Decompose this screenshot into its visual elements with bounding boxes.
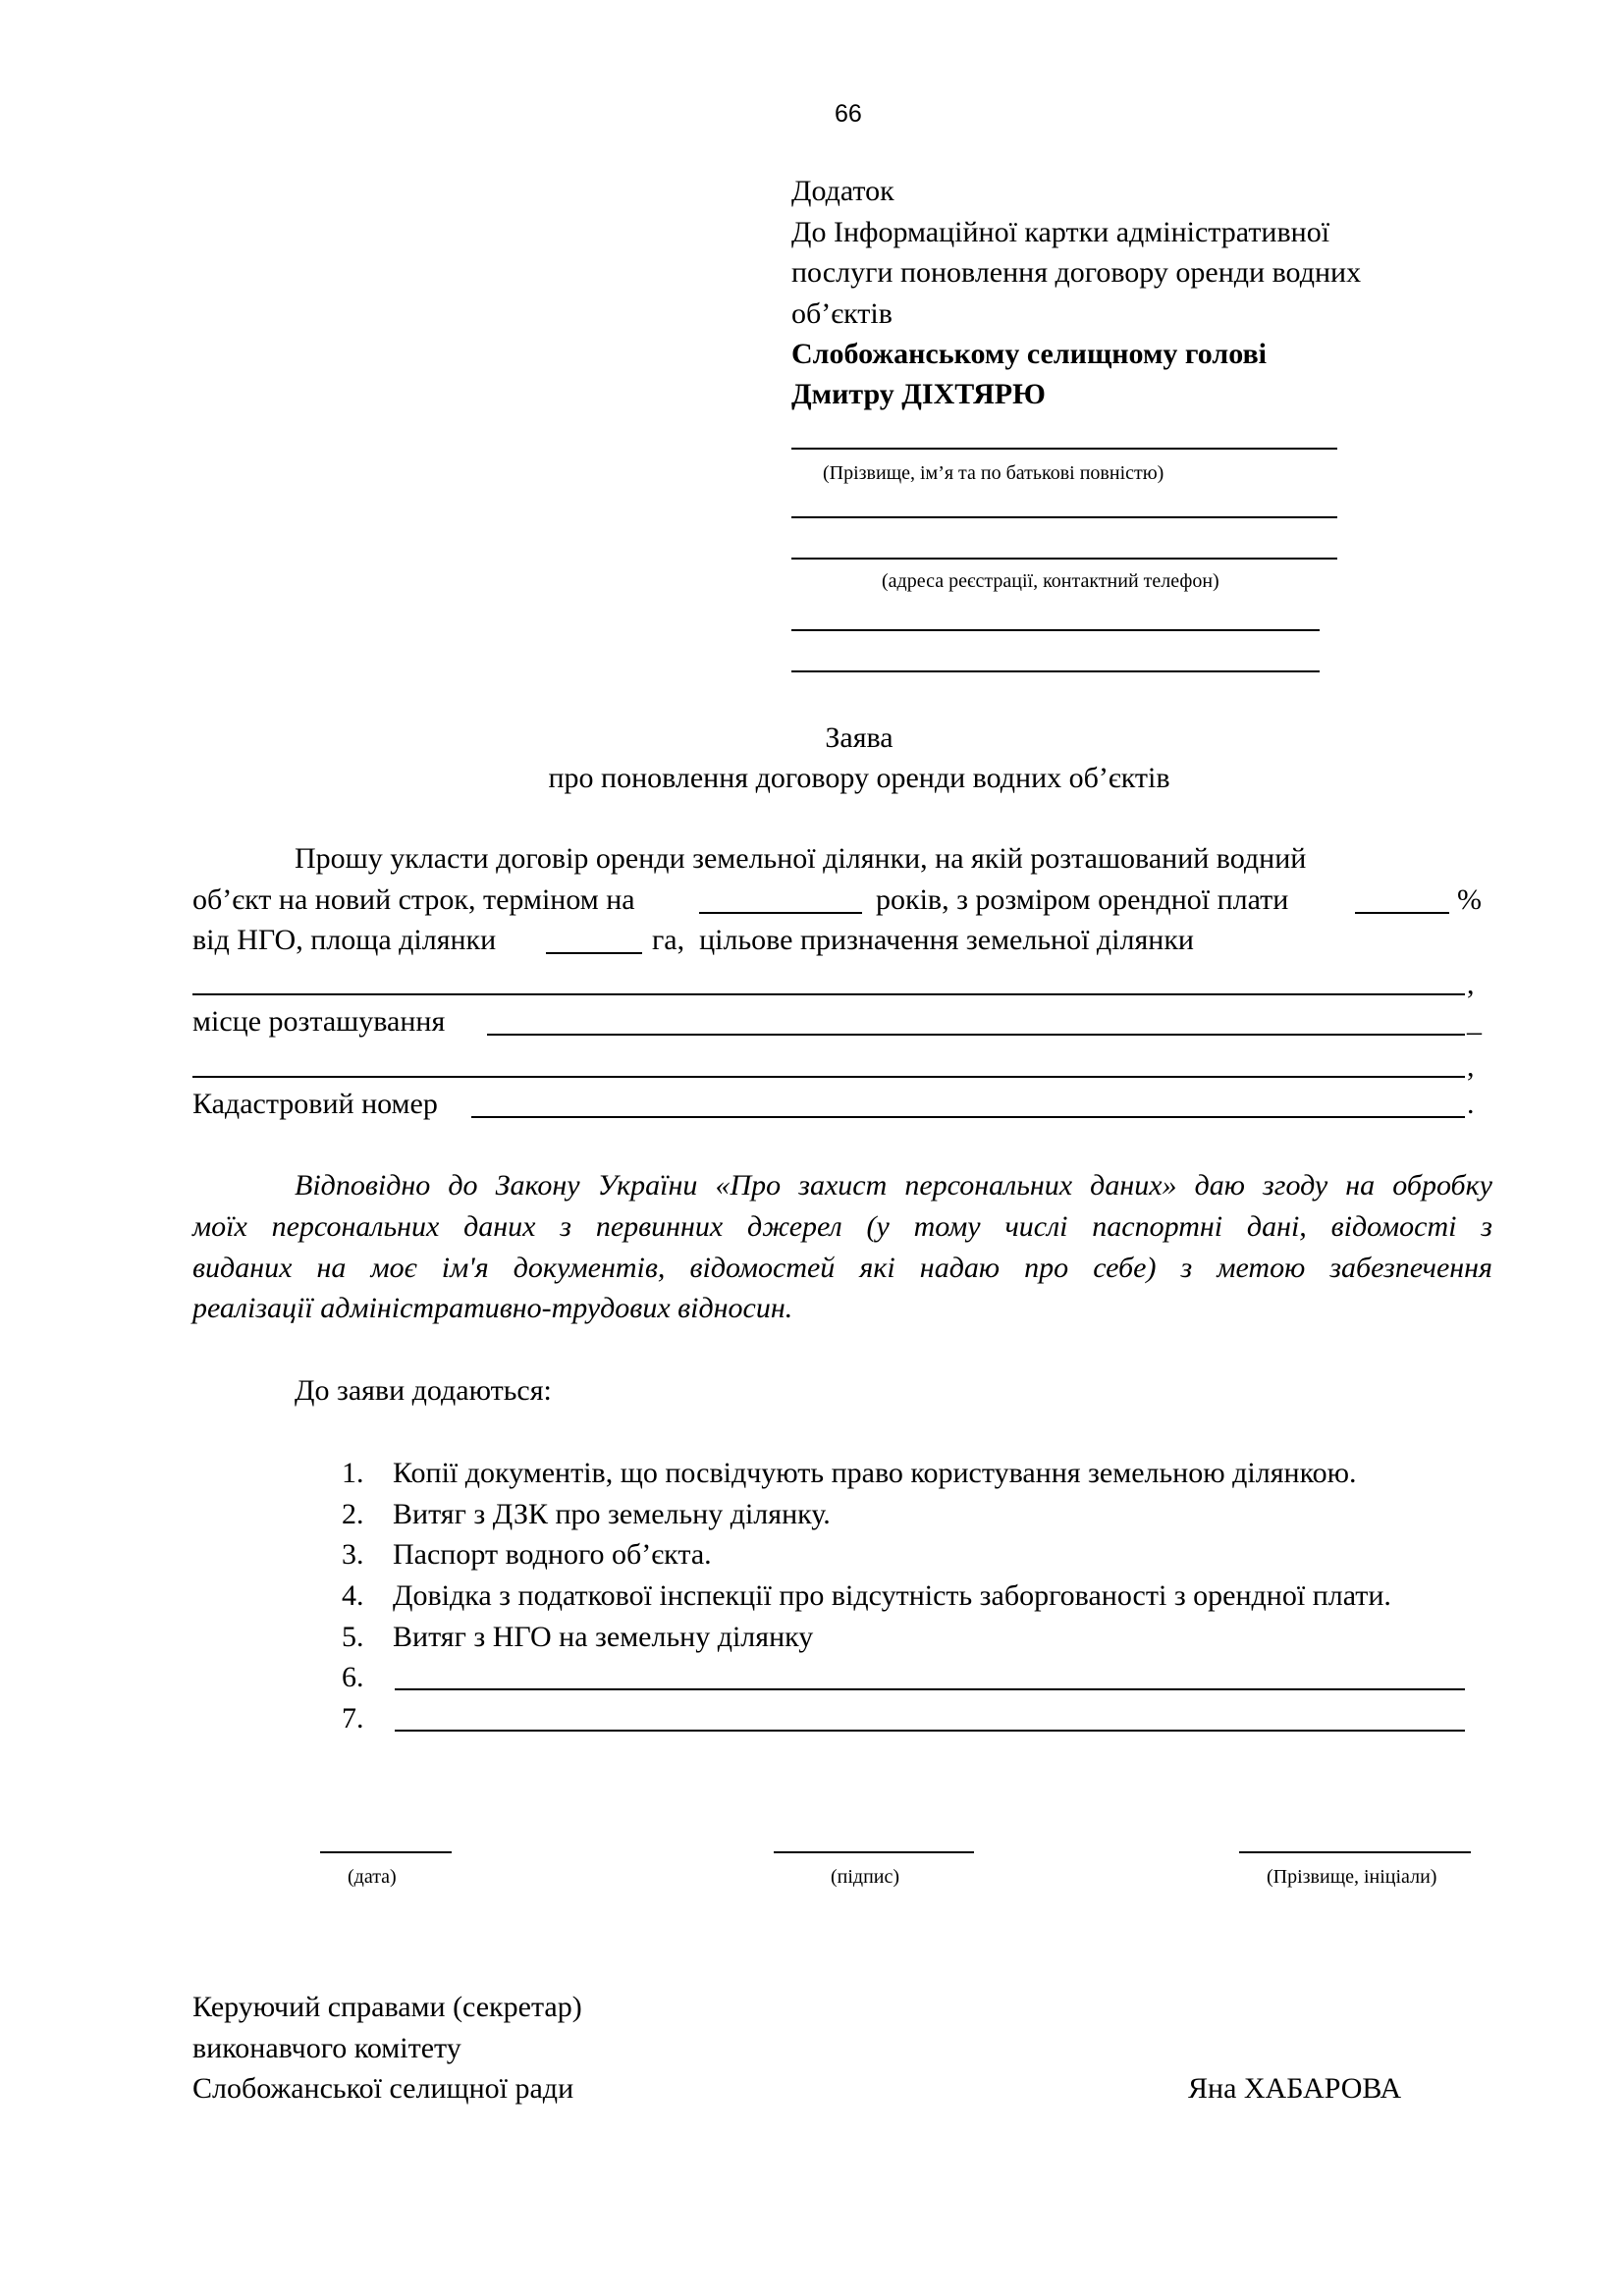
annex-line-3: об’єктів (791, 297, 893, 330)
area-field[interactable] (546, 952, 642, 954)
location-comma: , (1467, 1050, 1475, 1083)
body-line-1: Прошу укласти договір оренди земельної ділянки, на якій розташований водний (295, 842, 1307, 875)
applicant-address-hint: (адреса реєстрації, контактний телефон) (882, 570, 1219, 592)
attachment-num: 1. (342, 1457, 364, 1489)
consent-line-4: реалізації адміністративно-трудових відносин. (192, 1292, 793, 1324)
body-line-2-part-1: об’єкт на новий строк, терміном на (192, 883, 635, 916)
footer-line-2: виконавчого комітету (192, 2032, 461, 2064)
attachment-num: 3. (342, 1538, 364, 1571)
attachments-heading: До заяви додаються: (295, 1374, 552, 1407)
addressee-line-1: Слобожанському селищному голові (791, 338, 1268, 370)
applicant-name-hint: (Прізвище, ім’я та по батькові повністю) (823, 462, 1164, 484)
applicant-address-line-2[interactable] (791, 558, 1337, 560)
attachment-num: 6. (342, 1661, 364, 1693)
attachment-num: 2. (342, 1498, 364, 1530)
page-number: 66 (835, 100, 862, 128)
document-title: Заява (825, 721, 893, 754)
signature-hint: (підпис) (831, 1866, 900, 1888)
attachment-num: 4. (342, 1579, 364, 1612)
location-field-2[interactable] (192, 1076, 1465, 1078)
applicant-extra-line-1[interactable] (791, 629, 1320, 631)
cadastral-label: Кадастровий номер (192, 1088, 438, 1120)
rent-percent-field[interactable] (1355, 912, 1449, 914)
attachment-blank-7[interactable] (395, 1730, 1465, 1732)
attachment-text: Копії документів, що посвідчують право користування земельною ділянкою. (393, 1457, 1357, 1489)
surname-initials-field[interactable] (1239, 1851, 1471, 1853)
annex-label: Додаток (791, 175, 894, 207)
body-line-2-part-2: років, з розміром орендної плати (876, 883, 1289, 916)
percent-sign: % (1457, 883, 1482, 916)
attachment-text: Паспорт водного об’єкта. (393, 1538, 712, 1571)
document-subtitle: про поновлення договору оренди водних об’єктів (548, 762, 1170, 794)
signature-field[interactable] (774, 1851, 974, 1853)
location-field[interactable] (487, 1034, 1465, 1036)
attachment-blank-6[interactable] (395, 1688, 1465, 1690)
cadastral-period: . (1467, 1088, 1475, 1120)
annex-line-1: До Інформаційної картки адміністративної (791, 216, 1330, 248)
surname-initials-hint: (Прізвище, ініціали) (1267, 1866, 1437, 1888)
attachment-text: Довідка з податкової інспекції про відсутність заборгованості з орендної плати. (393, 1579, 1391, 1612)
location-end: _ (1467, 1005, 1482, 1038)
applicant-address-line-1[interactable] (791, 516, 1337, 518)
attachment-num: 7. (342, 1702, 364, 1735)
attachment-text: Витяг з НГО на земельну ділянку (393, 1621, 814, 1653)
annex-line-2: послуги поновлення договору оренди водних (791, 256, 1362, 289)
footer-line-1: Керуючий справами (секретар) (192, 1991, 582, 2023)
applicant-extra-line-2[interactable] (791, 670, 1320, 672)
date-hint: (дата) (348, 1866, 397, 1888)
addressee-line-2: Дмитру ДІХТЯРЮ (791, 378, 1046, 410)
applicant-name-line[interactable] (791, 448, 1337, 450)
attachment-num: 5. (342, 1621, 364, 1653)
cadastral-field[interactable] (471, 1116, 1465, 1118)
attachment-text: Витяг з ДЗК про земельну ділянку. (393, 1498, 831, 1530)
footer-line-3: Слобожанської селищної ради (192, 2072, 574, 2105)
purpose-comma: , (1467, 968, 1475, 1000)
body-line-3-part-2: га, цільове призначення земельної ділянки (652, 924, 1194, 956)
location-label: місце розташування (192, 1005, 446, 1038)
consent-line-2: моїх персональних даних з первинних джерел (у тому числі паспортні дані, відомості з (192, 1210, 1492, 1243)
purpose-field[interactable] (192, 993, 1465, 995)
footer-signer: Яна ХАБАРОВА (1188, 2072, 1402, 2105)
consent-line-1: Відповідно до Закону України «Про захист персональних даних» даю згоду на обробку (295, 1169, 1492, 1201)
term-years-field[interactable] (699, 912, 862, 914)
date-field[interactable] (320, 1851, 452, 1853)
consent-line-3: виданих на моє ім'я документів, відомостей які надаю про себе) з метою забезпечення (192, 1252, 1492, 1284)
body-line-3-part-1: від НГО, площа ділянки (192, 924, 497, 956)
